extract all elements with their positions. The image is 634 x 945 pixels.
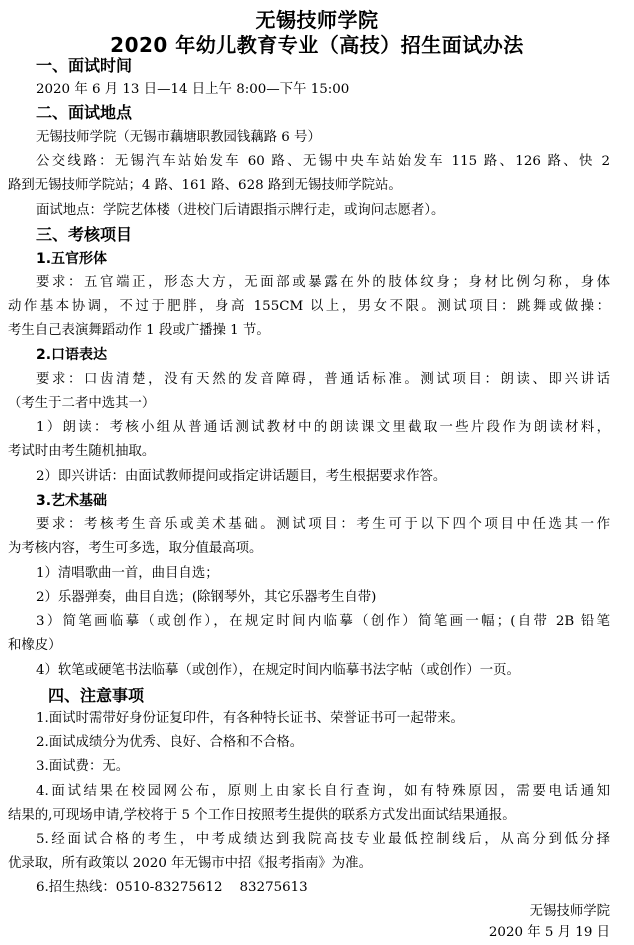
oral-requirement-text: 要求：口齿清楚，没有天然的发音障碍，普通话标准。测试项目：朗读、即兴讲话 — [36, 372, 610, 387]
art-requirement-text: 要求：考核考生音乐或美术基础。测试项目：考生可于以下四个项目中任选其一作 — [36, 517, 610, 532]
note-item-2: 2.面试成绩分为优秀、良好、合格和不合格。 — [36, 735, 304, 750]
oral-reading-text-cont: 考试时由考生随机抽取。 — [8, 444, 156, 459]
section-heading-interview-time: 一、面试时间 — [36, 56, 133, 75]
oral-requirement-text-cont: （考生于二者中选其一） — [8, 396, 156, 411]
art-option-calligraphy: 4）软笔或硬笔书法临摹（或创作），在规定时间内临摹书法字帖（或创作）一页。 — [36, 663, 520, 678]
appearance-requirement-text-cont: 动作基本协调，不过于肥胖，身高 155CM 以上，男女不限。测试项目：跳舞或做操： — [8, 299, 610, 314]
note-item-4: 4.面试结果在校园网公布，原则上由家长自行查询，如有特殊原因，需要电话通知 — [36, 784, 610, 799]
art-requirement-text-cont: 为考核内容，考生可多选，取分值最高项。 — [8, 541, 263, 556]
section-heading-assessment-items: 三、考核项目 — [36, 225, 133, 244]
art-option-instrument: 2）乐器弹奏，曲目自选；(除钢琴外，其它乐器考生自带) — [36, 590, 377, 605]
appearance-requirement-text: 要求：五官端正，形态大方，无面部或暴露在外的肢体纹身；身材比例匀称，身体 — [36, 275, 610, 290]
bus-routes-text: 公交线路：无锡汽车站始发车 60 路、无锡中央车站始发车 115 路、126 路、快 2 — [36, 154, 610, 169]
subsection-heading-appearance: 1.五官形体 — [36, 251, 108, 267]
art-option-drawing: 3）简笔画临摹（或创作），在规定时间内临摹（创作）简笔画一幅；(自带 2B 铅笔 — [36, 614, 610, 629]
oral-reading-text: 1）朗读：考核小组从普通话测试教材中的朗读课文里截取一些片段作为朗读材料， — [36, 420, 610, 435]
note-item-4-cont: 结果的,可现场申请,学校将于 5 个工作日按照考生提供的联系方式发出面试结果通报。 — [8, 808, 516, 823]
note-item-5-cont: 优录取，所有政策以 2020 年无锡市中招《报考指南》为准。 — [8, 856, 372, 871]
footer-organization: 无锡技师学院 — [529, 904, 610, 919]
section-heading-interview-location: 二、面试地点 — [36, 103, 133, 122]
note-item-3: 3.面试费：无。 — [36, 759, 130, 774]
art-option-singing: 1）清唱歌曲一首，曲目自选； — [36, 566, 219, 581]
document-title-school: 无锡技师学院 — [255, 8, 379, 32]
subsection-heading-art-foundation: 3.艺术基础 — [36, 493, 108, 509]
subsection-heading-oral-expression: 2.口语表达 — [36, 347, 108, 363]
document-title-main: 2020 年幼儿教育专业（高技）招生面试办法 — [110, 33, 524, 57]
oral-impromptu-text: 2）即兴讲话：由面试教师提问或指定讲话题目，考生根据要求作答。 — [36, 469, 447, 484]
interview-venue-text: 面试地点：学院艺体楼（进校门后请跟指示牌行走，或询问志愿者）。 — [36, 203, 445, 218]
section-heading-notes: 四、注意事项 — [48, 686, 145, 705]
note-item-1: 1.面试时需带好身份证复印件，有各种特长证书、荣誉证书可一起带来。 — [36, 711, 464, 726]
bus-routes-text-cont: 路到无锡技师学院站；4 路、161 路、628 路到无锡技师学院站。 — [8, 178, 402, 193]
art-option-drawing-cont: 和橡皮） — [8, 638, 62, 653]
note-item-5: 5.经面试合格的考生，中考成绩达到我院高技专业最低控制线后，从高分到低分择 — [36, 832, 610, 847]
footer-date: 2020 年 5 月 19 日 — [488, 925, 610, 940]
appearance-requirement-text-end: 考生自己表演舞蹈动作 1 段或广播操 1 节。 — [8, 323, 270, 338]
interview-time-text: 2020 年 6 月 13 日—14 日上午 8:00—下午 15:00 — [36, 82, 350, 97]
admission-hotline: 6.招生热线：0510-83275612 83275613 — [36, 880, 308, 895]
school-address-text: 无锡技师学院（无锡市藕塘职教园钱藕路 6 号） — [36, 130, 321, 145]
